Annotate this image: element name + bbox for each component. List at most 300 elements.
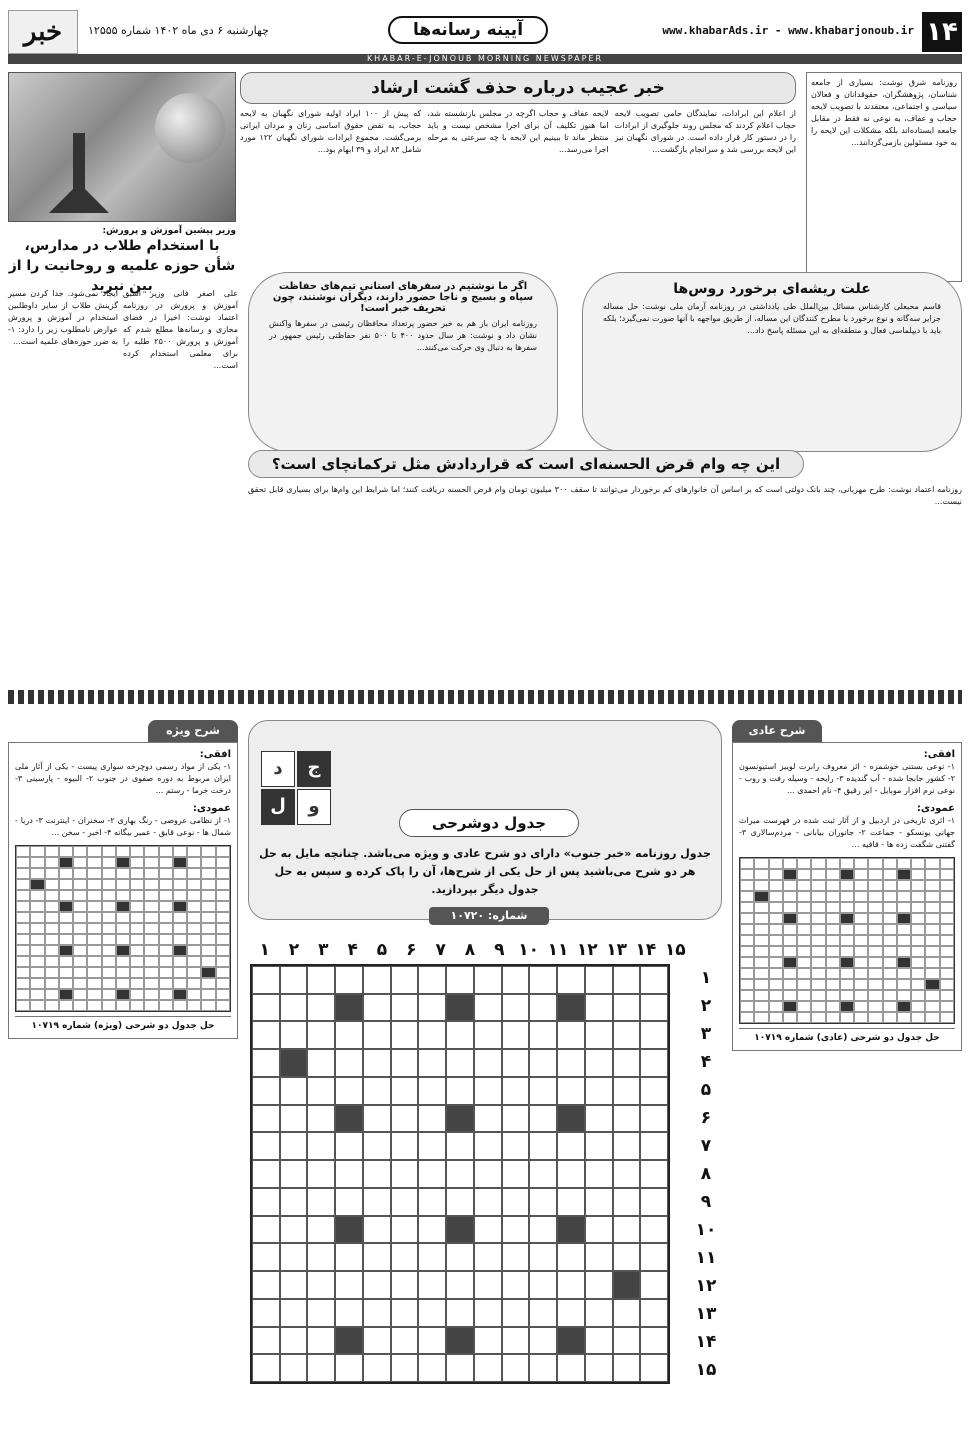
mini-grid-cell xyxy=(30,1000,44,1011)
grid-cell[interactable] xyxy=(613,1354,641,1382)
column-number: ۸ xyxy=(464,940,476,960)
grid-cell[interactable] xyxy=(474,1160,502,1188)
grid-cell[interactable] xyxy=(502,1049,530,1077)
grid-cell[interactable] xyxy=(529,1188,557,1216)
grid-cell[interactable] xyxy=(502,1105,530,1133)
grid-cell[interactable] xyxy=(557,1049,585,1077)
grid-cell[interactable] xyxy=(613,1188,641,1216)
mini-grid-cell xyxy=(59,978,73,989)
grid-cell[interactable] xyxy=(613,966,641,994)
grid-cell[interactable] xyxy=(418,1354,446,1382)
grid-cell[interactable] xyxy=(307,1049,335,1077)
grid-cell[interactable] xyxy=(446,1216,474,1244)
grid-cell[interactable] xyxy=(307,1132,335,1160)
grid-cell[interactable] xyxy=(529,1132,557,1160)
mini-grid-cell xyxy=(130,879,144,890)
grid-cell[interactable] xyxy=(391,1077,419,1105)
grid-cell[interactable] xyxy=(280,1049,308,1077)
grid-cell[interactable] xyxy=(252,1271,280,1299)
site-url[interactable]: www.khabarAds.ir - www.khabarjonoub.ir xyxy=(662,24,914,37)
grid-cell[interactable] xyxy=(502,1299,530,1327)
grid-cell[interactable] xyxy=(418,1105,446,1133)
grid-cell[interactable] xyxy=(307,1216,335,1244)
mini-grid-cell xyxy=(925,913,939,924)
grid-cell[interactable] xyxy=(391,1188,419,1216)
mini-grid-cell xyxy=(201,890,215,901)
grid-cell[interactable] xyxy=(613,1021,641,1049)
grid-cell[interactable] xyxy=(280,994,308,1022)
grid-cell[interactable] xyxy=(557,1132,585,1160)
grid-cell[interactable] xyxy=(474,1327,502,1355)
grid-cell[interactable] xyxy=(307,1021,335,1049)
grid-cell[interactable] xyxy=(502,966,530,994)
grid-cell[interactable] xyxy=(335,1077,363,1105)
grid-cell[interactable] xyxy=(307,1299,335,1327)
grid-cell[interactable] xyxy=(529,1243,557,1271)
grid-cell[interactable] xyxy=(502,994,530,1022)
grid-cell[interactable] xyxy=(557,1105,585,1133)
grid-cell[interactable] xyxy=(585,1271,613,1299)
grid-cell[interactable] xyxy=(335,1271,363,1299)
grid-cell[interactable] xyxy=(252,1299,280,1327)
mini-grid-cell xyxy=(201,934,215,945)
mini-grid-cell xyxy=(16,846,30,857)
grid-cell[interactable] xyxy=(335,1049,363,1077)
logo-letter: ل xyxy=(261,789,295,825)
grid-cell[interactable] xyxy=(613,1049,641,1077)
grid-cell[interactable] xyxy=(335,1132,363,1160)
grid-cell[interactable] xyxy=(252,1327,280,1355)
grid-cell[interactable] xyxy=(335,1160,363,1188)
grid-cell[interactable] xyxy=(335,1105,363,1133)
grid-cell[interactable] xyxy=(474,966,502,994)
grid-cell[interactable] xyxy=(307,1243,335,1271)
grid-cell[interactable] xyxy=(585,1188,613,1216)
grid-cell[interactable] xyxy=(613,1132,641,1160)
grid-cell[interactable] xyxy=(529,966,557,994)
grid-cell[interactable] xyxy=(529,1299,557,1327)
grid-cell[interactable] xyxy=(280,1077,308,1105)
grid-cell[interactable] xyxy=(557,994,585,1022)
grid-cell[interactable] xyxy=(252,1132,280,1160)
mini-grid-cell xyxy=(797,924,811,935)
crossword-grid[interactable] xyxy=(250,964,670,1384)
grid-cell[interactable] xyxy=(307,1271,335,1299)
grid-cell[interactable] xyxy=(529,1216,557,1244)
grid-cell[interactable] xyxy=(446,1299,474,1327)
mini-grid-cell xyxy=(911,902,925,913)
mini-grid-cell xyxy=(130,945,144,956)
grid-cell[interactable] xyxy=(640,1049,668,1077)
grid-cell[interactable] xyxy=(252,1243,280,1271)
regular-tab[interactable]: شرح عادی xyxy=(732,720,822,742)
mini-grid-cell xyxy=(159,967,173,978)
grid-cell[interactable] xyxy=(613,1216,641,1244)
section-title: آیینه رسانه‌ها xyxy=(388,16,548,44)
grid-cell[interactable] xyxy=(363,994,391,1022)
grid-cell[interactable] xyxy=(391,1132,419,1160)
grid-cell[interactable] xyxy=(557,1188,585,1216)
grid-cell[interactable] xyxy=(363,1105,391,1133)
mini-grid-cell xyxy=(144,923,158,934)
grid-cell[interactable] xyxy=(446,1049,474,1077)
grid-cell[interactable] xyxy=(557,1243,585,1271)
mini-grid-cell xyxy=(940,979,954,990)
mini-grid-cell xyxy=(897,880,911,891)
grid-cell[interactable] xyxy=(502,1243,530,1271)
mini-grid-cell xyxy=(925,880,939,891)
mini-grid-cell xyxy=(940,891,954,902)
grid-cell[interactable] xyxy=(640,1105,668,1133)
grid-cell[interactable] xyxy=(280,1021,308,1049)
grid-cell[interactable] xyxy=(418,1132,446,1160)
mini-grid-cell xyxy=(740,891,754,902)
grid-cell[interactable] xyxy=(280,1105,308,1133)
grid-cell[interactable] xyxy=(446,1077,474,1105)
mini-grid-cell xyxy=(911,957,925,968)
grid-cell[interactable] xyxy=(613,1077,641,1105)
grid-cell[interactable] xyxy=(418,1299,446,1327)
mini-grid-cell xyxy=(868,924,882,935)
grid-cell[interactable] xyxy=(585,1299,613,1327)
mini-grid-cell xyxy=(16,912,30,923)
mini-grid-cell xyxy=(73,989,87,1000)
grid-cell[interactable] xyxy=(307,1327,335,1355)
grid-cell[interactable] xyxy=(640,1299,668,1327)
special-clues xyxy=(8,742,238,1039)
mini-grid-cell xyxy=(144,967,158,978)
mini-grid-cell xyxy=(740,902,754,913)
grid-cell[interactable] xyxy=(418,1188,446,1216)
grid-cell[interactable] xyxy=(418,1077,446,1105)
grid-cell[interactable] xyxy=(613,1243,641,1271)
grid-cell[interactable] xyxy=(529,1327,557,1355)
grid-cell[interactable] xyxy=(640,1271,668,1299)
grid-cell[interactable] xyxy=(557,1299,585,1327)
grid-cell[interactable] xyxy=(640,1021,668,1049)
crossword-center xyxy=(248,720,722,1420)
grid-cell[interactable] xyxy=(335,1021,363,1049)
grid-cell[interactable] xyxy=(418,966,446,994)
grid-cell[interactable] xyxy=(502,1327,530,1355)
grid-cell[interactable] xyxy=(640,1160,668,1188)
grid-cell[interactable] xyxy=(363,1049,391,1077)
grid-cell[interactable] xyxy=(502,1216,530,1244)
grid-cell[interactable] xyxy=(502,1160,530,1188)
grid-cell[interactable] xyxy=(335,994,363,1022)
grid-cell[interactable] xyxy=(418,1243,446,1271)
mini-grid-cell xyxy=(116,967,130,978)
grid-cell[interactable] xyxy=(557,1271,585,1299)
mini-grid-cell xyxy=(59,1000,73,1011)
grid-cell[interactable] xyxy=(585,1077,613,1105)
grid-cell[interactable] xyxy=(640,1077,668,1105)
grid-cell[interactable] xyxy=(363,1299,391,1327)
grid-cell[interactable] xyxy=(252,1077,280,1105)
grid-cell[interactable] xyxy=(280,1354,308,1382)
grid-cell[interactable] xyxy=(502,1132,530,1160)
mini-grid-cell xyxy=(116,945,130,956)
grid-cell[interactable] xyxy=(391,1105,419,1133)
grid-cell[interactable] xyxy=(529,1354,557,1382)
grid-cell[interactable] xyxy=(280,1188,308,1216)
mini-grid-cell xyxy=(102,857,116,868)
grid-cell[interactable] xyxy=(613,1105,641,1133)
grid-cell[interactable] xyxy=(252,1105,280,1133)
grid-cell[interactable] xyxy=(585,1160,613,1188)
mini-grid-cell xyxy=(868,1001,882,1012)
mini-grid-cell xyxy=(45,945,59,956)
grid-cell[interactable] xyxy=(640,1327,668,1355)
grid-cell[interactable] xyxy=(391,1271,419,1299)
grid-cell[interactable] xyxy=(640,966,668,994)
mini-grid-cell xyxy=(754,913,768,924)
grid-cell[interactable] xyxy=(474,1216,502,1244)
grid-cell[interactable] xyxy=(391,1216,419,1244)
grid-cell[interactable] xyxy=(502,1188,530,1216)
grid-cell[interactable] xyxy=(474,1021,502,1049)
grid-cell[interactable] xyxy=(529,1160,557,1188)
grid-cell[interactable] xyxy=(474,1049,502,1077)
grid-cell[interactable] xyxy=(446,1021,474,1049)
grid-cell[interactable] xyxy=(613,1271,641,1299)
grid-cell[interactable] xyxy=(363,1077,391,1105)
grid-cell[interactable] xyxy=(363,1354,391,1382)
mini-grid-cell xyxy=(811,891,825,902)
grid-cell[interactable] xyxy=(446,994,474,1022)
grid-cell[interactable] xyxy=(363,1021,391,1049)
mini-grid-cell xyxy=(883,858,897,869)
mini-grid-cell xyxy=(883,924,897,935)
grid-cell[interactable] xyxy=(363,1271,391,1299)
grid-cell[interactable] xyxy=(307,1188,335,1216)
mini-grid-cell xyxy=(173,846,187,857)
russia-headline: علت ریشه‌ای برخورد روس‌ها xyxy=(673,281,871,297)
grid-cell[interactable] xyxy=(474,1243,502,1271)
grid-cell[interactable] xyxy=(585,1354,613,1382)
mini-grid-cell xyxy=(116,978,130,989)
grid-cell[interactable] xyxy=(557,1216,585,1244)
grid-cell[interactable] xyxy=(418,1327,446,1355)
grid-cell[interactable] xyxy=(280,1299,308,1327)
grid-cell[interactable] xyxy=(363,1188,391,1216)
grid-cell[interactable] xyxy=(585,1243,613,1271)
grid-cell[interactable] xyxy=(557,1021,585,1049)
grid-cell[interactable] xyxy=(280,1243,308,1271)
grid-cell[interactable] xyxy=(585,1021,613,1049)
mini-grid-cell xyxy=(883,979,897,990)
grid-cell[interactable] xyxy=(307,966,335,994)
grid-cell[interactable] xyxy=(557,1354,585,1382)
grid-cell[interactable] xyxy=(585,1327,613,1355)
grid-cell[interactable] xyxy=(585,994,613,1022)
grid-cell[interactable] xyxy=(502,1354,530,1382)
grid-cell[interactable] xyxy=(474,994,502,1022)
grid-cell[interactable] xyxy=(391,994,419,1022)
grid-cell[interactable] xyxy=(252,1049,280,1077)
left-top-block xyxy=(8,72,236,294)
mini-grid-cell xyxy=(73,967,87,978)
mini-grid-cell xyxy=(754,957,768,968)
grid-cell[interactable] xyxy=(474,1271,502,1299)
grid-cell[interactable] xyxy=(391,1299,419,1327)
grid-cell[interactable] xyxy=(446,1105,474,1133)
mini-grid-cell xyxy=(73,934,87,945)
grid-cell[interactable] xyxy=(446,1354,474,1382)
grid-cell[interactable] xyxy=(280,1132,308,1160)
grid-cell[interactable] xyxy=(252,1160,280,1188)
grid-cell[interactable] xyxy=(391,966,419,994)
grid-cell[interactable] xyxy=(474,1077,502,1105)
grid-cell[interactable] xyxy=(585,1105,613,1133)
mini-grid-cell xyxy=(144,868,158,879)
grid-cell[interactable] xyxy=(529,1105,557,1133)
grid-cell[interactable] xyxy=(474,1132,502,1160)
grid-cell[interactable] xyxy=(640,1243,668,1271)
grid-cell[interactable] xyxy=(335,1243,363,1271)
mini-grid-cell xyxy=(740,990,754,1001)
grid-cell[interactable] xyxy=(446,1271,474,1299)
grid-cell[interactable] xyxy=(252,966,280,994)
grid-cell[interactable] xyxy=(640,994,668,1022)
grid-cell[interactable] xyxy=(335,1354,363,1382)
mini-grid-cell xyxy=(87,989,101,1000)
grid-cell[interactable] xyxy=(252,1021,280,1049)
grid-cell[interactable] xyxy=(418,994,446,1022)
grid-cell[interactable] xyxy=(363,1160,391,1188)
grid-cell[interactable] xyxy=(557,1160,585,1188)
mini-grid-cell xyxy=(201,989,215,1000)
grid-cell[interactable] xyxy=(446,1188,474,1216)
grid-cell[interactable] xyxy=(557,966,585,994)
grid-cell[interactable] xyxy=(335,1216,363,1244)
grid-cell[interactable] xyxy=(585,1216,613,1244)
grid-cell[interactable] xyxy=(502,1077,530,1105)
grid-cell[interactable] xyxy=(640,1188,668,1216)
mini-grid-cell xyxy=(16,989,30,1000)
mini-grid-cell xyxy=(811,880,825,891)
grid-cell[interactable] xyxy=(585,966,613,994)
mini-grid-cell xyxy=(911,858,925,869)
grid-cell[interactable] xyxy=(613,1327,641,1355)
grid-cell[interactable] xyxy=(335,1299,363,1327)
mini-grid-cell xyxy=(73,956,87,967)
grid-cell[interactable] xyxy=(557,1077,585,1105)
grid-cell[interactable] xyxy=(280,1271,308,1299)
grid-cell[interactable] xyxy=(418,1021,446,1049)
grid-cell[interactable] xyxy=(363,966,391,994)
grid-cell[interactable] xyxy=(585,1132,613,1160)
mini-grid-cell xyxy=(769,858,783,869)
grid-cell[interactable] xyxy=(307,1077,335,1105)
grid-cell[interactable] xyxy=(557,1327,585,1355)
grid-cell[interactable] xyxy=(335,1188,363,1216)
grid-cell[interactable] xyxy=(446,1327,474,1355)
mini-grid-cell xyxy=(187,890,201,901)
grid-cell[interactable] xyxy=(363,1327,391,1355)
grid-cell[interactable] xyxy=(418,1216,446,1244)
grid-cell[interactable] xyxy=(502,1021,530,1049)
grid-cell[interactable] xyxy=(280,1160,308,1188)
grid-cell[interactable] xyxy=(363,1132,391,1160)
grid-cell[interactable] xyxy=(446,1243,474,1271)
grid-cell[interactable] xyxy=(529,1077,557,1105)
grid-cell[interactable] xyxy=(363,1243,391,1271)
grid-cell[interactable] xyxy=(640,1132,668,1160)
grid-cell[interactable] xyxy=(474,1299,502,1327)
grid-cell[interactable] xyxy=(529,1049,557,1077)
grid-cell[interactable] xyxy=(307,1105,335,1133)
mini-grid-cell xyxy=(811,979,825,990)
grid-cell[interactable] xyxy=(474,1354,502,1382)
grid-cell[interactable] xyxy=(613,994,641,1022)
grid-cell[interactable] xyxy=(640,1354,668,1382)
grid-cell[interactable] xyxy=(307,994,335,1022)
grid-cell[interactable] xyxy=(391,1243,419,1271)
special-tab[interactable]: شرح ویژه xyxy=(148,720,238,742)
mini-grid-cell xyxy=(173,945,187,956)
grid-cell[interactable] xyxy=(252,1354,280,1382)
grid-cell[interactable] xyxy=(335,1327,363,1355)
grid-cell[interactable] xyxy=(529,1021,557,1049)
grid-cell[interactable] xyxy=(391,1354,419,1382)
grid-cell[interactable] xyxy=(613,1160,641,1188)
grid-cell[interactable] xyxy=(252,1216,280,1244)
grid-cell[interactable] xyxy=(418,1271,446,1299)
grid-cell[interactable] xyxy=(529,994,557,1022)
grid-cell[interactable] xyxy=(252,1188,280,1216)
grid-cell[interactable] xyxy=(613,1299,641,1327)
grid-cell[interactable] xyxy=(640,1216,668,1244)
mini-grid-cell xyxy=(811,1012,825,1023)
grid-cell[interactable] xyxy=(446,1160,474,1188)
grid-cell[interactable] xyxy=(391,1021,419,1049)
grid-cell[interactable] xyxy=(252,994,280,1022)
grid-cell[interactable] xyxy=(391,1327,419,1355)
grid-cell[interactable] xyxy=(529,1271,557,1299)
grid-cell[interactable] xyxy=(307,1354,335,1382)
mini-grid-cell xyxy=(116,879,130,890)
mini-grid-cell xyxy=(45,901,59,912)
mini-grid-cell xyxy=(59,879,73,890)
grid-cell[interactable] xyxy=(391,1160,419,1188)
grid-cell[interactable] xyxy=(280,1327,308,1355)
grid-cell[interactable] xyxy=(418,1160,446,1188)
grid-cell[interactable] xyxy=(307,1160,335,1188)
mini-grid-cell xyxy=(925,1012,939,1023)
grid-cell[interactable] xyxy=(418,1049,446,1077)
grid-cell[interactable] xyxy=(280,1216,308,1244)
mini-grid-cell xyxy=(201,1000,215,1011)
mini-grid-cell xyxy=(102,890,116,901)
grid-cell[interactable] xyxy=(474,1105,502,1133)
mini-grid-cell xyxy=(840,1001,854,1012)
grid-cell[interactable] xyxy=(474,1188,502,1216)
grid-cell[interactable] xyxy=(280,966,308,994)
mini-grid-cell xyxy=(45,956,59,967)
grid-cell[interactable] xyxy=(363,1216,391,1244)
mini-grid-cell xyxy=(883,902,897,913)
grid-cell[interactable] xyxy=(502,1271,530,1299)
mini-grid-cell xyxy=(826,968,840,979)
mini-grid-cell xyxy=(201,846,215,857)
mini-grid-cell xyxy=(840,946,854,957)
grid-cell[interactable] xyxy=(446,1132,474,1160)
grid-cell[interactable] xyxy=(585,1049,613,1077)
grid-cell[interactable] xyxy=(335,966,363,994)
grid-cell[interactable] xyxy=(446,966,474,994)
grid-cell[interactable] xyxy=(391,1049,419,1077)
